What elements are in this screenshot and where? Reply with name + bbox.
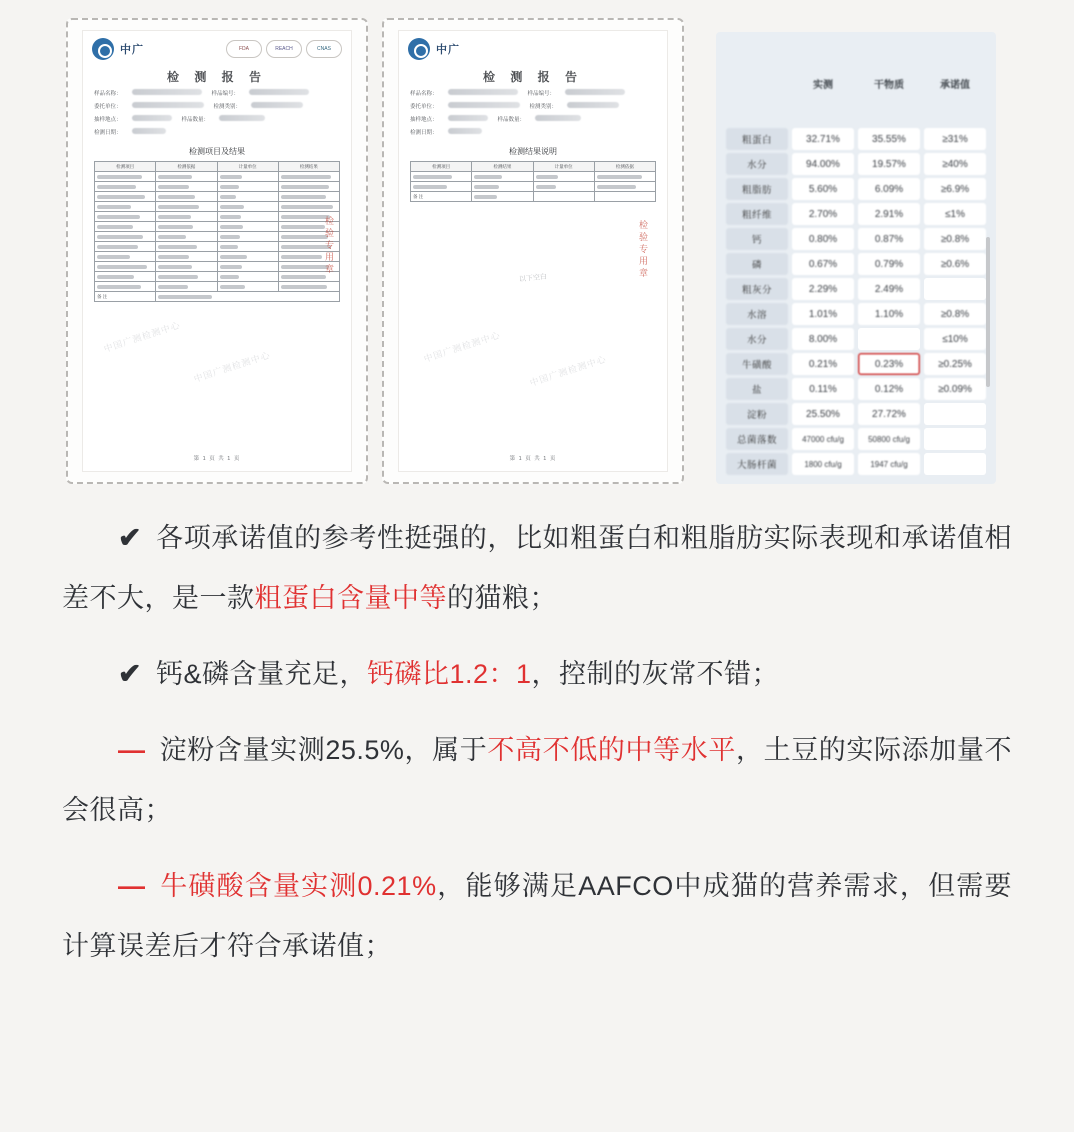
row-dry-6: 2.49% [858, 278, 920, 300]
table-row [95, 272, 340, 282]
table-row [95, 192, 340, 202]
report-right-meta [398, 89, 668, 138]
meta-label-4: 抽样地点： [94, 117, 122, 123]
row-dry-11: 27.72% [858, 403, 920, 425]
row-promise-3: ≤1% [924, 203, 986, 225]
table-row [726, 303, 986, 325]
paragraph-4 [62, 856, 1012, 976]
official-stamp: 检验专用章 [324, 216, 334, 276]
meta-label-6: 检测日期： [410, 130, 438, 136]
paragraph-3-text-b: ，土豆的实际添加量不会很高； [62, 735, 1013, 825]
left-col-3: 检测结果 [278, 162, 339, 172]
paragraph-2-text-a: 钙&磷含量充足， [155, 659, 367, 689]
meta-value-1 [448, 102, 520, 108]
meta-value-1 [132, 102, 204, 108]
table-row [726, 153, 986, 175]
table-row [95, 172, 340, 182]
right-col-2: 计量单位 [533, 162, 594, 172]
row-measured-13: 1800 cfu/g [792, 453, 854, 475]
table-row [95, 212, 340, 222]
left-col-0: 检测项目 [95, 162, 156, 172]
table-header-row [726, 41, 986, 125]
dash-mark-icon: — [118, 871, 146, 901]
result-col-label [726, 41, 788, 125]
row-label-8: 水分 [726, 328, 788, 350]
report-left-footer: 第 1 页 共 1 页 [193, 456, 241, 462]
meta-label-0: 样品名称： [410, 91, 438, 97]
cert-badge-reach: REACH [266, 40, 302, 58]
report-document-right [382, 18, 684, 484]
row-label-2: 粗脂肪 [726, 178, 788, 200]
test-result-table [722, 38, 990, 478]
row-label-13: 大肠杆菌 [726, 453, 788, 475]
paragraph-2 [62, 644, 1012, 704]
watermark: 中国广测检测中心 [192, 349, 272, 385]
table-row [95, 202, 340, 212]
report-left-section-title: 检测项目及结果 [189, 147, 245, 156]
report-images [0, 8, 1074, 488]
row-promise-13 [924, 453, 986, 475]
row-measured-11: 25.50% [792, 403, 854, 425]
row-measured-3: 2.70% [792, 203, 854, 225]
certification-badges [226, 40, 342, 58]
row-promise-4: ≥0.8% [924, 228, 986, 250]
row-label-12: 总菌落数 [726, 428, 788, 450]
table-row [726, 328, 986, 350]
meta-value-4 [448, 115, 488, 121]
paragraph-1-highlight: 粗蛋白含量中等 [254, 583, 447, 613]
report-right-header [398, 30, 668, 62]
row-dry-10: 0.12% [858, 378, 920, 400]
row-dry-1: 19.57% [858, 153, 920, 175]
row-label-11: 淀粉 [726, 403, 788, 425]
row-promise-7: ≥0.8% [924, 303, 986, 325]
meta-label-5: 样品数量： [497, 117, 526, 123]
meta-value-6 [132, 128, 166, 134]
paragraph-3-text-a: 淀粉含量实测25.5%，属于 [159, 735, 488, 765]
table-row [411, 172, 656, 182]
paragraph-3 [62, 720, 1012, 840]
row-measured-10: 0.11% [792, 378, 854, 400]
meta-label-6: 检测日期： [94, 130, 122, 136]
meta-value-3 [251, 102, 303, 108]
meta-value-4 [132, 115, 172, 121]
report-right-inner [398, 30, 668, 472]
meta-value-5 [535, 115, 581, 121]
row-promise-9: ≥0.25% [924, 353, 986, 375]
meta-value-5 [219, 115, 265, 121]
meta-label-5: 样品数量： [181, 117, 210, 123]
company-logo-icon [92, 38, 114, 60]
meta-value-2 [249, 89, 309, 95]
report-right-table [410, 161, 656, 202]
row-label-10: 盐 [726, 378, 788, 400]
report-right-title: 检 测 报 告 [482, 70, 583, 84]
dash-mark-icon: — [118, 735, 146, 765]
table-row [726, 178, 986, 200]
report-left-inner [82, 30, 352, 472]
row-dry-9-highlighted: 0.23% [858, 353, 920, 375]
row-measured-12: 47000 cfu/g [792, 428, 854, 450]
row-measured-2: 5.60% [792, 178, 854, 200]
meta-value-3 [567, 102, 619, 108]
row-promise-1: ≥40% [924, 153, 986, 175]
result-col-dry: 干物质 [874, 79, 904, 91]
meta-value-6 [448, 128, 482, 134]
meta-label-0: 样品名称： [94, 91, 122, 97]
row-measured-1: 94.00% [792, 153, 854, 175]
row-promise-0: ≥31% [924, 128, 986, 150]
meta-label-1: 委托单位： [410, 104, 438, 110]
row-dry-0: 35.55% [858, 128, 920, 150]
table-row [95, 252, 340, 262]
paragraph-1 [62, 508, 1012, 628]
right-col-0: 检测项目 [411, 162, 472, 172]
watermark: 中国广测检测中心 [422, 329, 502, 365]
table-row [95, 262, 340, 272]
table-row [95, 292, 340, 302]
test-result-card [716, 32, 996, 484]
meta-value-0 [132, 89, 202, 95]
watermark: 中国广测检测中心 [528, 353, 608, 389]
result-col-promise: 承诺值 [940, 79, 970, 91]
meta-value-0 [448, 89, 518, 95]
article-body [0, 508, 1074, 992]
row-measured-4: 0.80% [792, 228, 854, 250]
row-promise-6 [924, 278, 986, 300]
row-promise-2: ≥6.9% [924, 178, 986, 200]
row-promise-5: ≥0.6% [924, 253, 986, 275]
row-measured-0: 32.71% [792, 128, 854, 150]
table-row [726, 403, 986, 425]
paragraph-1-text-b: 的猫粮； [447, 583, 557, 613]
table-row [411, 192, 656, 202]
row-label-3: 粗纤维 [726, 203, 788, 225]
table-row [726, 378, 986, 400]
right-col-3: 检测依据 [594, 162, 655, 172]
row-label-5: 磷 [726, 253, 788, 275]
table-row [411, 182, 656, 192]
report-document-left [66, 18, 368, 484]
scrollbar[interactable] [986, 237, 990, 387]
meta-label-3: 检测类别： [529, 104, 558, 110]
meta-label-4: 抽样地点： [410, 117, 438, 123]
report-left-logo-text: 中广 [120, 44, 144, 56]
left-col-1: 检测依据 [156, 162, 217, 172]
table-row [726, 228, 986, 250]
official-stamp: 检验专用章 [638, 220, 648, 280]
meta-label-3: 检测类别： [213, 104, 242, 110]
row-label-1: 水分 [726, 153, 788, 175]
meta-label-2: 样品编号： [527, 91, 556, 97]
row-measured-9: 0.21% [792, 353, 854, 375]
report-right-section-title: 检测结果说明 [509, 147, 557, 156]
paragraph-4-highlight: 牛磺酸含量实测0.21% [159, 871, 437, 901]
table-row [95, 282, 340, 292]
report-left-meta [82, 89, 352, 138]
report-left-header [82, 30, 352, 62]
paragraph-3-highlight: 不高不低的中等水平 [487, 735, 736, 765]
table-row [726, 128, 986, 150]
table-row [95, 232, 340, 242]
cert-badge-fda: FDA [226, 40, 262, 58]
row-label-4: 钙 [726, 228, 788, 250]
company-logo-icon [408, 38, 430, 60]
row-dry-3: 2.91% [858, 203, 920, 225]
report-right-logo-text: 中广 [436, 44, 460, 56]
paragraph-2-highlight: 钙磷比1.2：1 [366, 659, 532, 689]
report-left-table [94, 161, 340, 302]
row-dry-5: 0.79% [858, 253, 920, 275]
report-right-footer: 第 1 页 共 1 页 [509, 456, 557, 462]
row-measured-8: 8.00% [792, 328, 854, 350]
row-promise-8: ≤10% [924, 328, 986, 350]
row-dry-4: 0.87% [858, 228, 920, 250]
row-dry-13: 1947 cfu/g [858, 453, 920, 475]
table-row [726, 453, 986, 475]
row-measured-7: 1.01% [792, 303, 854, 325]
watermark: 中国广测检测中心 [102, 319, 182, 355]
table-row [95, 222, 340, 232]
table-row [95, 182, 340, 192]
right-row-label: 备 注 [411, 192, 472, 202]
result-col-measured: 实测 [813, 79, 833, 91]
right-col-1: 检测结果 [472, 162, 533, 172]
row-measured-5: 0.67% [792, 253, 854, 275]
row-promise-10: ≥0.09% [924, 378, 986, 400]
row-label-0: 粗蛋白 [726, 128, 788, 150]
table-row [726, 278, 986, 300]
row-dry-2: 6.09% [858, 178, 920, 200]
paragraph-2-text-b: ，控制的灰常不错； [531, 659, 780, 689]
row-measured-6: 2.29% [792, 278, 854, 300]
table-row [726, 428, 986, 450]
check-mark-icon: ✔ [118, 522, 142, 553]
cert-badge-cnas: CNAS [306, 40, 342, 58]
blank-note: 以下空白 [518, 273, 548, 283]
paragraph-1-text-a: 各项承诺值的参考性挺强的，比如粗蛋白和粗脂肪实际表现和承诺值相差不大，是一款 [62, 523, 1012, 613]
meta-value-2 [565, 89, 625, 95]
row-promise-12 [924, 428, 986, 450]
table-row [726, 353, 986, 375]
row-dry-12: 50800 cfu/g [858, 428, 920, 450]
table-row [726, 203, 986, 225]
paragraph-4-text-a: ，能够满足AAFCO中成猫的营养需求，但需要计算误差后才符合承诺值； [62, 871, 1012, 961]
page-root [0, 8, 1074, 1132]
row-dry-8 [858, 328, 920, 350]
meta-label-1: 委托单位： [94, 104, 122, 110]
row-label-9: 牛磺酸 [726, 353, 788, 375]
meta-label-2: 样品编号： [211, 91, 240, 97]
left-row-label: 备 注 [95, 292, 156, 302]
report-left-title: 检 测 报 告 [166, 70, 267, 84]
row-promise-11 [924, 403, 986, 425]
row-label-7: 水溶 [726, 303, 788, 325]
row-dry-7: 1.10% [858, 303, 920, 325]
check-mark-icon: ✔ [118, 658, 142, 689]
left-col-2: 计量单位 [217, 162, 278, 172]
table-row [95, 242, 340, 252]
table-row [726, 253, 986, 275]
row-label-6: 粗灰分 [726, 278, 788, 300]
